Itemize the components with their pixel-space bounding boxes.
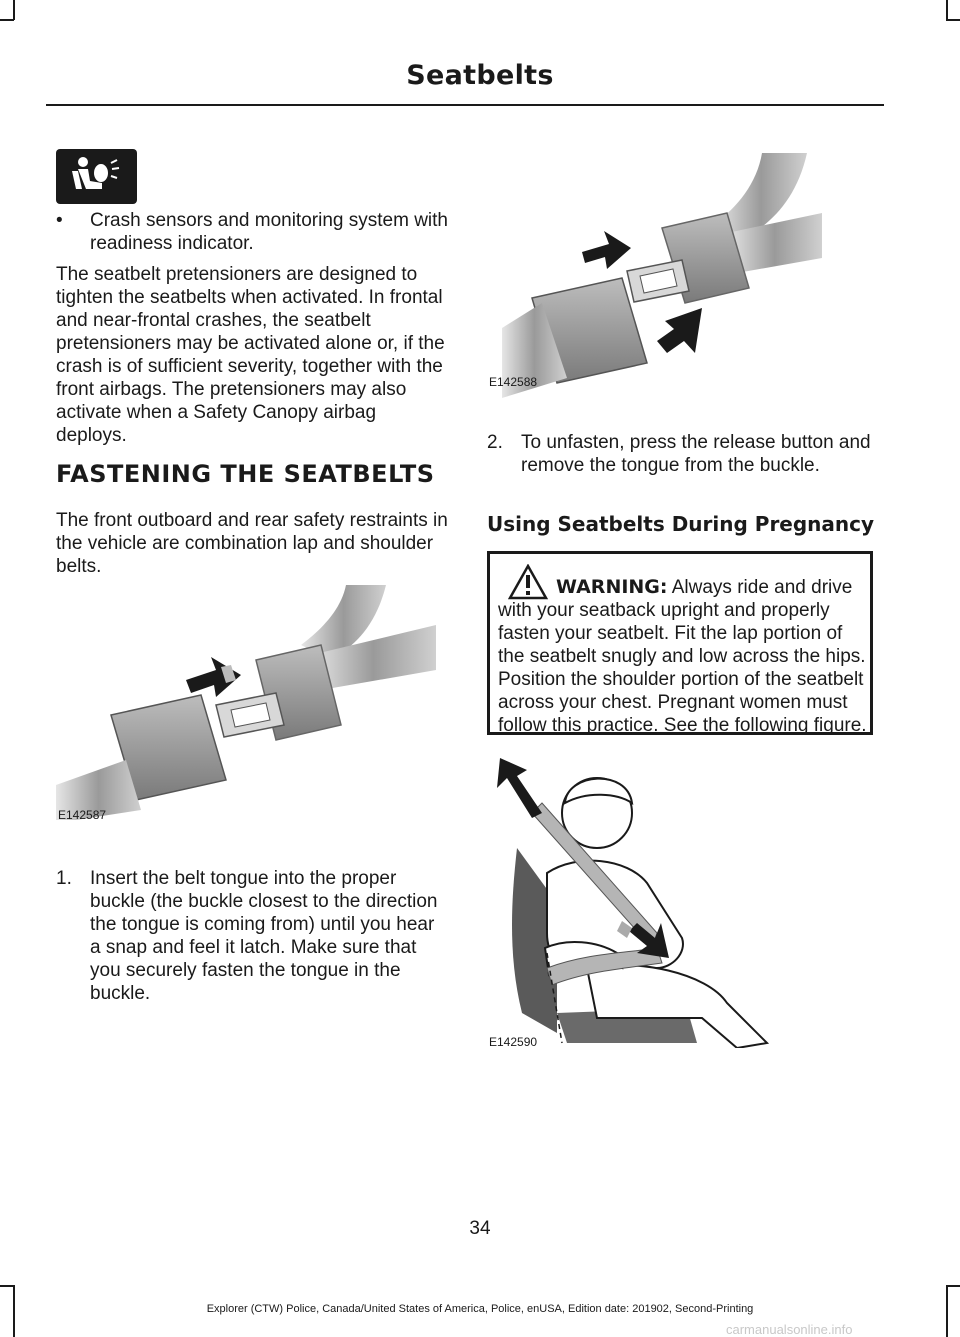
figure-code: E142588 [489,375,538,389]
seatbelt-unfasten-figure [487,153,822,398]
bullet-item [56,209,450,255]
section-heading: FASTENING THE SEATBELTS [56,460,435,488]
crop-mark [0,1285,14,1287]
paragraph-text: The front outboard and rear safety restraints in the vehicle are combination lap and shoulder belts. [56,510,448,577]
pregnancy-seatbelt-figure [487,753,787,1048]
crop-mark [946,0,948,20]
figure-code: E142587 [58,808,107,822]
pretensioner-paragraph [56,263,448,447]
warning-body: Always ride and drive with your seatback upright and properly fasten your seatbelt. Fit the lap portion of the seatbelt snugly and low across the hips. Position the shoulder portion of the seatbelt across your chest. Pregnant women must follow this practice. See the following figure. [498,577,867,736]
header-rule [46,104,884,106]
crop-mark [13,0,15,20]
page-title: Seatbelts [406,60,554,91]
sub-heading: Using Seatbelts During Pregnancy [487,512,875,536]
footer-text: Explorer (CTW) Police, Canada/United States of America, Police, enUSA, Edition date: 201902, Second-Printing [206,1303,754,1315]
belts-paragraph [56,509,448,578]
bullet-text: Crash sensors and monitoring system with readiness indicator. [90,210,448,254]
step-number: 1. [56,868,72,889]
figure-code: E142590 [489,1035,538,1049]
step-1 [56,867,448,1005]
step-2 [487,431,873,477]
warning-text [498,576,872,737]
watermark: carmanualsonline.info [726,1322,853,1337]
arrow-icon [186,657,241,697]
seatbelt-fasten-figure [56,585,436,820]
crop-mark [946,19,960,21]
crop-mark [946,1285,960,1287]
crop-mark [0,19,14,21]
paragraph-text: The seatbelt pretensioners are designed to tighten the seatbelts when activated. In frontal and near-frontal crashes, the seatbelt pretensioners may be activated alone or, if the crash is of sufficient severity, together with the front airbags. The pretensioners may also activate when a Safety Canopy airbag deploys. [56,264,445,446]
warning-label: WARNING: [556,576,668,598]
bullet-dot: • [56,210,63,231]
step-text: To unfasten, press the release button and remove the tongue from the buckle. [521,432,871,476]
warning-box [487,551,873,735]
step-number: 2. [487,432,503,453]
airbag-icon [56,149,137,204]
page-number: 34 [469,1218,491,1239]
step-text: Insert the belt tongue into the proper buckle (the buckle closest to the direction the tongue is coming from) until you hear a snap and feel it latch. Make sure that you securely fasten the tongue in the buckle. [90,868,438,1004]
